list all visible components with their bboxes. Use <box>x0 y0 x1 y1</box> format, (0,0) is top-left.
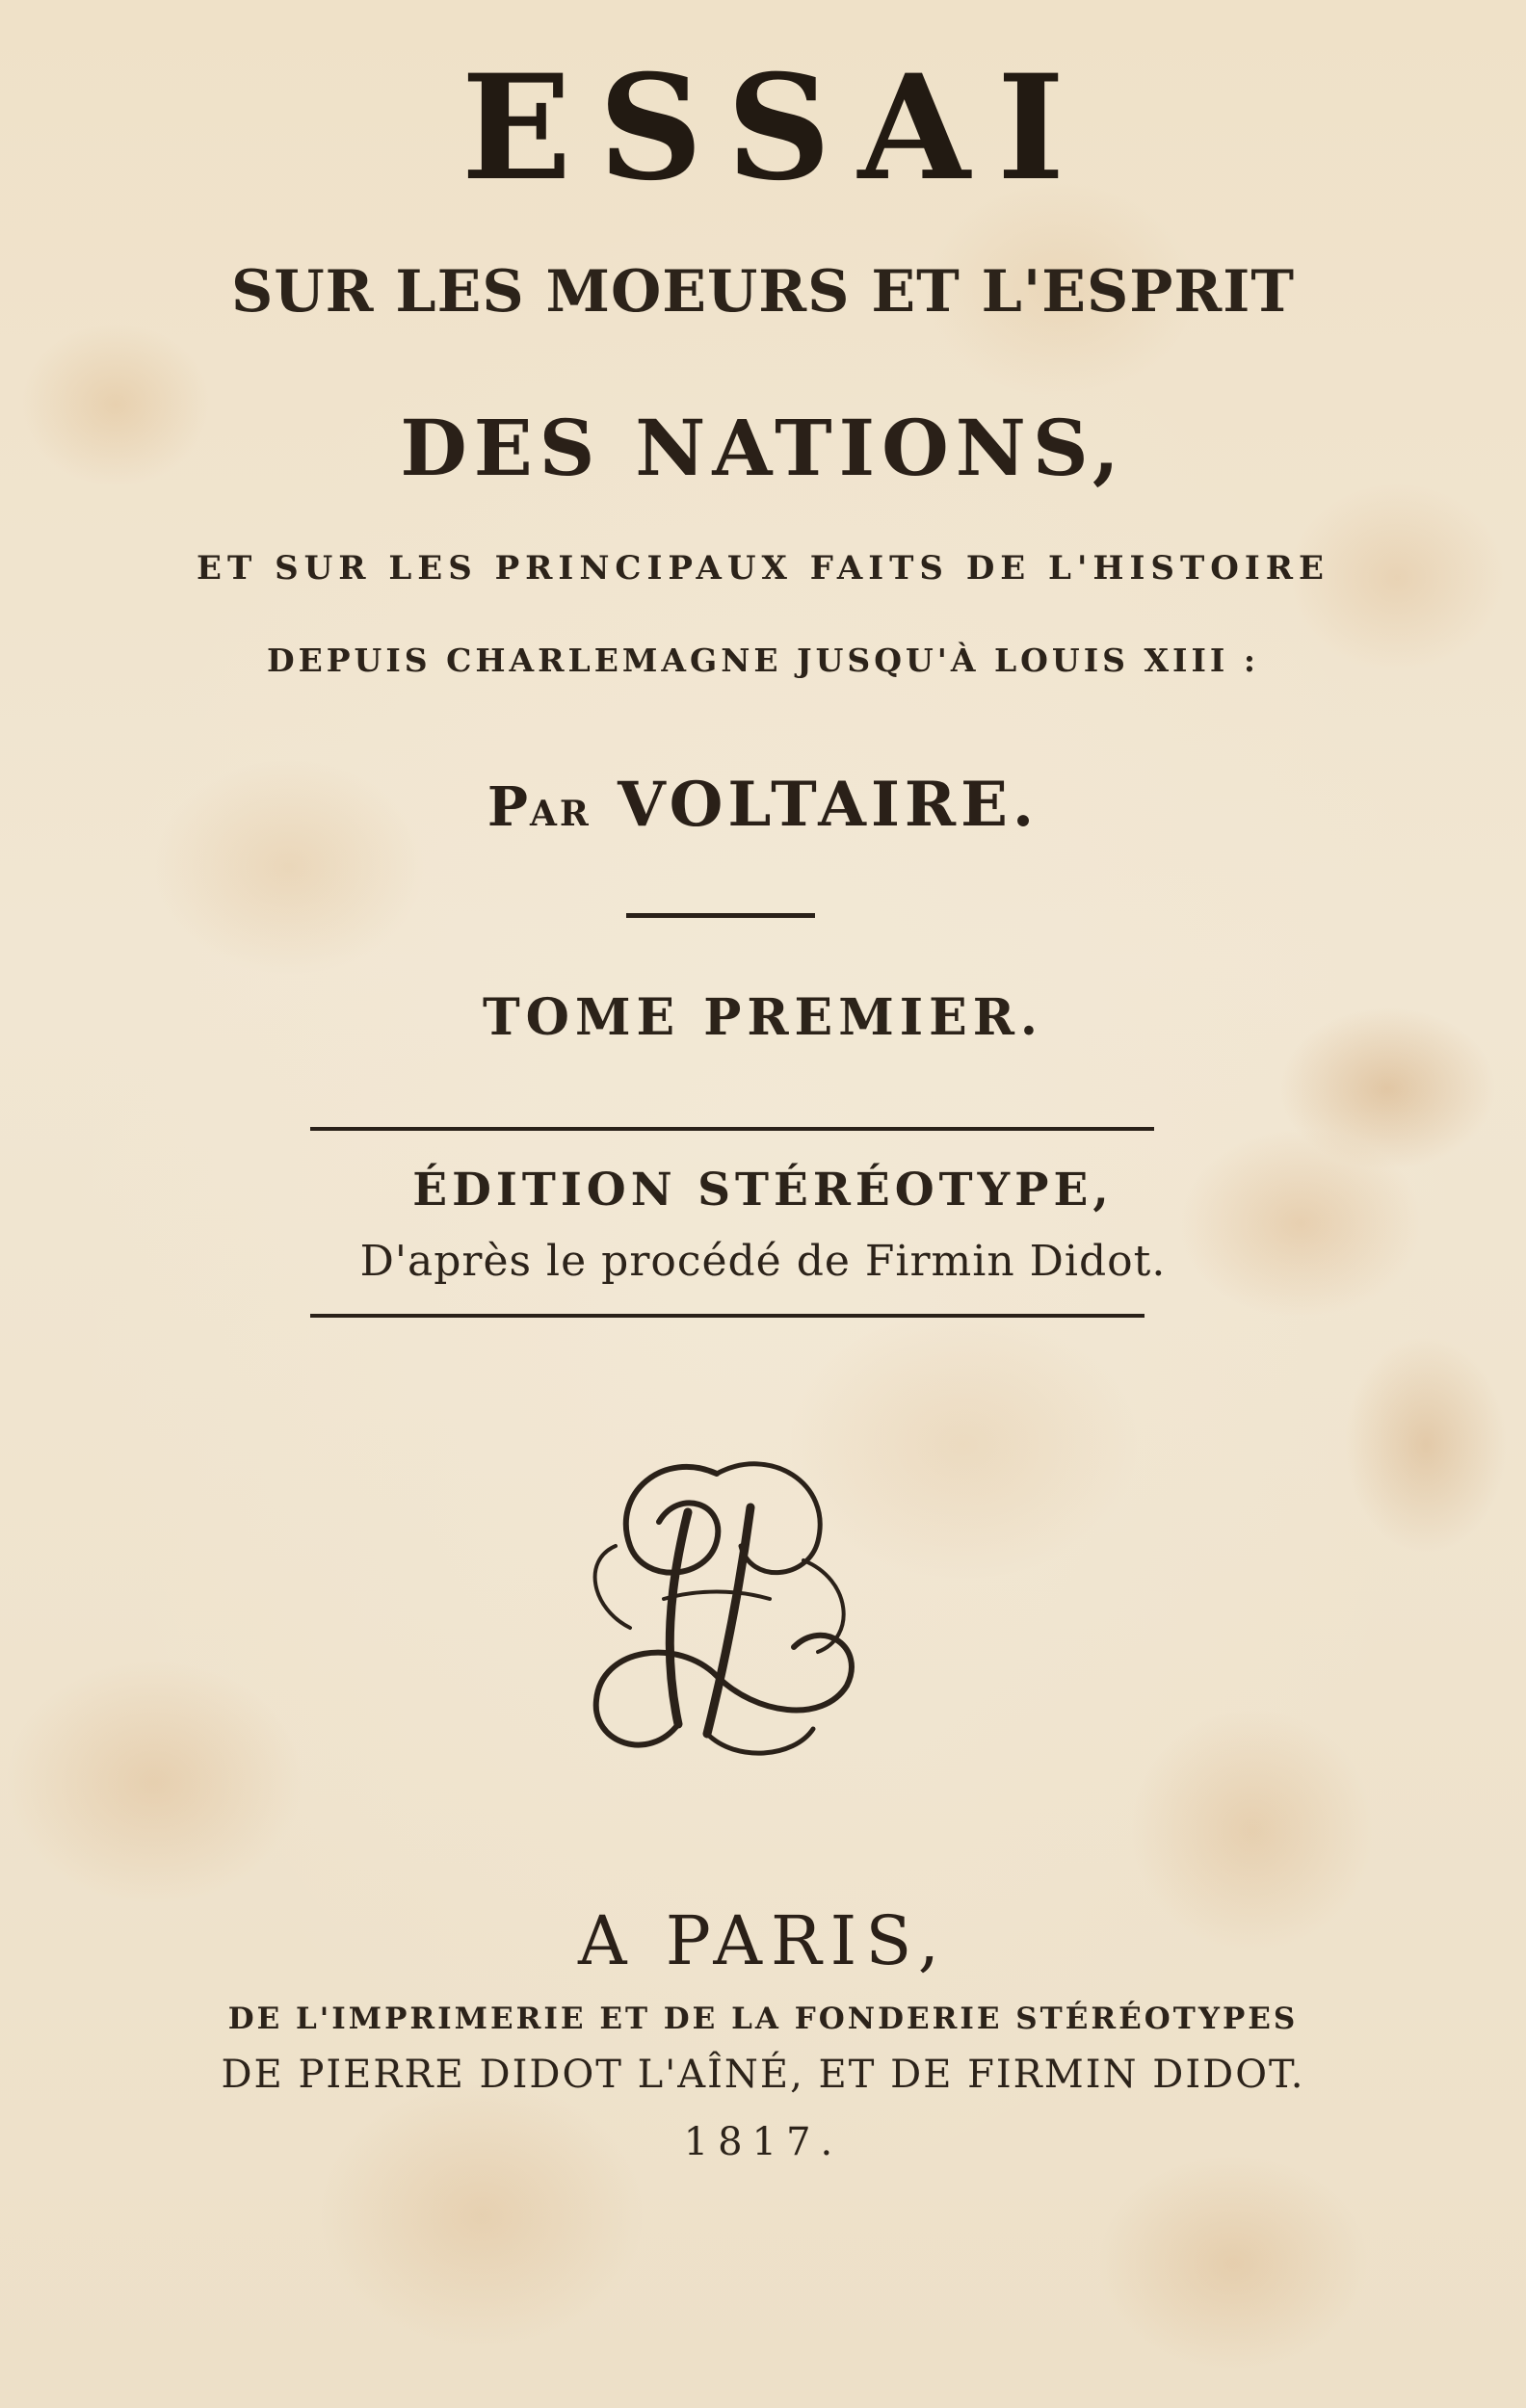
process-note: D'après le procédé de Firmin Didot. <box>359 1237 1167 1286</box>
author-par-initial: P <box>487 775 530 839</box>
book-title: ESSAI <box>460 43 1092 213</box>
volume-label: TOME PREMIER. <box>482 988 1044 1047</box>
imprint-line-1: DE L'IMPRIMERIE ET DE LA FONDERIE STÉRÉOTYPES <box>227 2002 1299 2036</box>
short-rule-divider <box>626 913 815 918</box>
monogram-icon <box>572 1454 867 1772</box>
author-par-rest: AR <box>529 794 592 834</box>
author-line <box>0 767 1526 852</box>
subtitle-line-2: DES NATIONS, <box>400 403 1126 493</box>
imprint-line-2: DE PIERRE DIDOT L'AÎNÉ, ET DE FIRMIN DIDOT. <box>221 2053 1305 2097</box>
publication-year: 1817. <box>683 2120 843 2164</box>
subtitle-line-3: ET SUR LES PRINCIPAUX FAITS DE L'HISTOIRE <box>197 549 1329 588</box>
edition-label: ÉDITION STÉRÉOTYPE, <box>412 1164 1114 1217</box>
author-par <box>487 775 592 839</box>
subtitle-line-1: SUR LES MOEURS ET L'ESPRIT <box>231 258 1295 326</box>
upper-rule-divider <box>310 1127 1154 1131</box>
lower-rule-divider <box>310 1314 1144 1318</box>
subtitle-line-4: DEPUIS CHARLEMAGNE JUSQU'À LOUIS XIII : <box>266 641 1260 679</box>
author-name: VOLTAIRE. <box>618 769 1039 841</box>
imprint-city: A PARIS, <box>577 1901 949 1980</box>
